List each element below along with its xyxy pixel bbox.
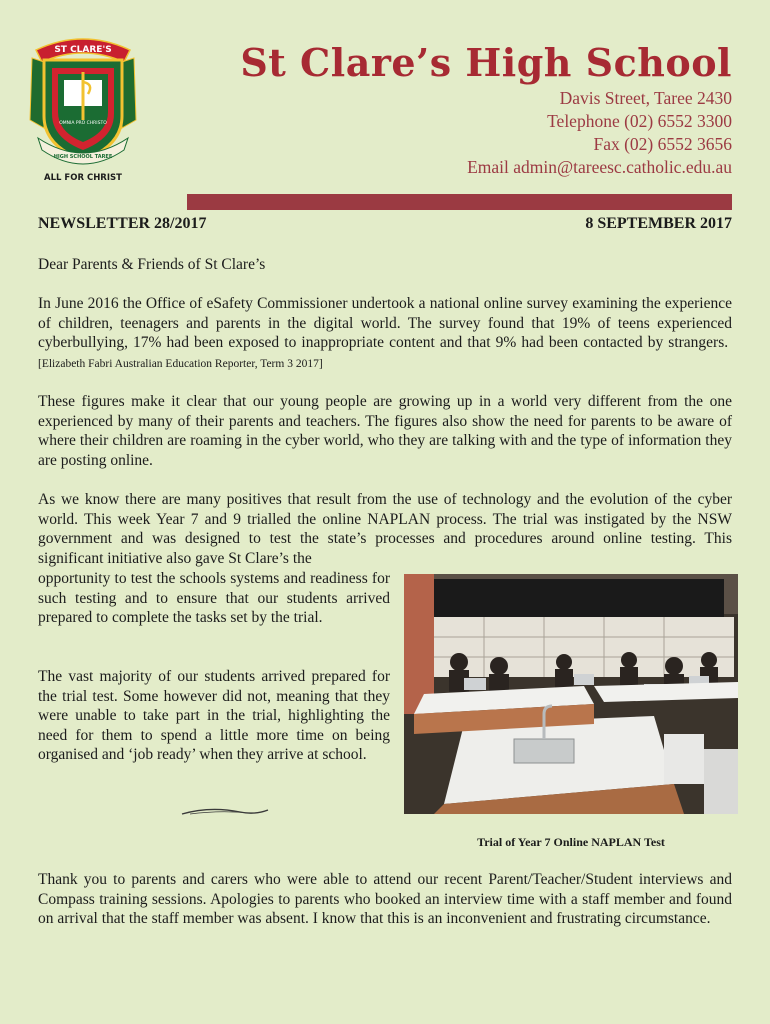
- crest-ribbon-text: HIGH SCHOOL TAREE: [53, 154, 113, 160]
- survey-citation: [Elizabeth Fabri Australian Education Reporter, Term 3 2017]: [38, 357, 323, 370]
- crest-name-text: ST CLARE'S: [54, 45, 112, 55]
- crest-inner-motto: OMNIA PRO CHRISTO: [59, 121, 107, 126]
- address-line: Davis Street, Taree 2430: [559, 88, 732, 108]
- header-divider-band: [187, 194, 732, 210]
- telephone-line: Telephone (02) 6552 3300: [547, 111, 732, 131]
- email-line: Email admin@tareesc.catholic.edu.au: [467, 157, 732, 177]
- paragraph-figures: These figures make it clear that our young people are growing up in a world very different from the one experienced by many of their parents and teachers. The figures also show the need for parents to be aware of where their children are roaming in the cyber world, who they are talking with and the type of information they are posting online.: [38, 393, 732, 469]
- school-name-heading: St Clare’s High School: [240, 40, 732, 85]
- paragraph-thanks: Thank you to parents and carers who were able to attend our recent Parent/Teacher/Student interviews and Compass training sessions. Apologies to parents who booked an interview time with a staff member and found on arrival that the staff member was absent. I know that this is an inconvenient and frustrating circumstance.: [38, 871, 732, 928]
- paragraph-majority: The vast majority of our students arrived prepared for the trial test. Some however did not, meaning that they were unable to take part in the trial, highlighting the need for them to spend a little more time on being organised and ‘job ready’ when they arrive at school.: [38, 668, 390, 764]
- classroom-photo: [404, 574, 738, 814]
- paragraph-technology-continued: opportunity to test the schools systems and readiness for such testing and to ensure that our students arrived prepared to complete the tasks set by the trial.: [38, 570, 390, 627]
- school-crest-logo: [28, 28, 138, 188]
- newsletter-info-row: [38, 215, 732, 233]
- contact-block: [467, 87, 732, 179]
- photo-caption: Trial of Year 7 Online NAPLAN Test: [477, 835, 665, 849]
- paragraph-survey: [38, 294, 732, 374]
- decorative-swash: [180, 800, 270, 824]
- newsletter-number: NEWSLETTER 28/2017: [38, 215, 207, 232]
- paragraph-technology: As we know there are many positives that result from the use of technology and the evolution of the cyber world. This week Year 7 and 9 trialled the online NAPLAN process. The trial was instigated by the NSW government and was designed to test the state’s processes and procedures around online testing. This significant initiative also gave St Clare’s the: [38, 491, 732, 567]
- fax-line: Fax (02) 6552 3656: [593, 134, 732, 154]
- paragraph-survey-text: In June 2016 the Office of eSafety Commissioner undertook a national online survey examining the experience of children, teenagers and parents in the digital world. The survey found that 19% of teens experienced cyberbullying, 17% had been exposed to inappropriate content and that 9% had been contacted by strangers.: [38, 295, 732, 352]
- newsletter-date: 8 SEPTEMBER 2017: [585, 215, 732, 232]
- crest-motto-text: ALL FOR CHRIST: [44, 173, 122, 183]
- greeting: Dear Parents & Friends of St Clare’s: [38, 256, 266, 273]
